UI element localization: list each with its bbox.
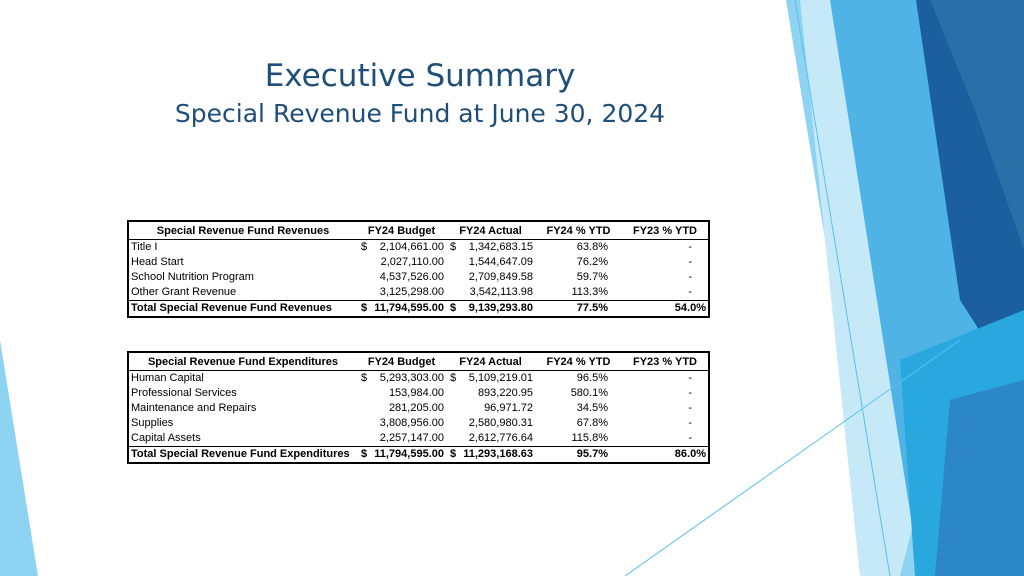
budget-value: 2,104,661.00 [379,241,444,253]
row-label: Total Special Revenue Fund Expenditures [128,447,357,464]
actual-value: 1,342,683.15 [468,241,533,253]
table-row [128,386,709,401]
total-row [128,301,709,318]
currency-symbol: $ [450,448,457,460]
budget-cell [357,255,446,270]
actual-cell [446,431,535,447]
actual-value: 2,709,849.58 [468,271,533,283]
budget-cell [357,386,446,401]
row-label: Total Special Revenue Fund Revenues [128,301,357,318]
actual-cell [446,240,535,256]
currency-symbol: $ [361,241,368,253]
table-row [128,240,709,256]
budget-value: 3,808,956.00 [379,417,444,429]
ytd-cell: 34.5% [576,402,608,414]
currency-symbol: $ [450,302,457,314]
budget-value: 153,984.00 [388,387,444,399]
currency-symbol: $ [361,448,368,460]
actual-value: 96,971.72 [484,402,533,414]
ytd-cell: 76.2% [576,256,608,268]
table-row [128,255,709,270]
actual-value: 2,580,980.31 [468,417,533,429]
actual-value: 11,293,168.63 [463,448,533,460]
ytd-cell: 580.1% [570,387,608,399]
actual-cell [446,255,535,270]
title-block [120,56,720,132]
prior-ytd-cell: 86.0% [622,447,709,464]
actual-value: 2,612,776.64 [468,432,533,444]
prior-ytd-cell: - [688,417,692,429]
prior-ytd-cell: - [688,256,692,268]
slide-subtitle: Special Revenue Fund at June 30, 2024 [174,99,666,128]
table-row [128,371,709,387]
actual-cell [446,416,535,431]
row-label: Maintenance and Repairs [131,402,257,414]
actual-cell [446,270,535,285]
table-header-row [128,221,709,240]
table-header-row [128,352,709,371]
table-row [128,431,709,447]
column-header: FY24 Actual [446,221,535,240]
budget-cell [357,371,446,387]
expenditures-table [127,351,710,464]
actual-value: 1,544,647.09 [468,256,533,268]
actual-value: 9,139,293.80 [468,302,533,314]
column-header: FY24 % YTD [535,352,622,371]
budget-value: 2,257,147.00 [379,432,444,444]
row-label: Head Start [131,256,184,268]
budget-cell [357,431,446,447]
left-accent-shard [0,340,38,576]
row-label: Other Grant Revenue [131,286,237,298]
ytd-cell: 63.8% [576,241,608,253]
ytd-cell: 67.8% [576,417,608,429]
actual-cell [446,386,535,401]
slide-title: Executive Summary [264,58,576,94]
budget-value: 5,293,303.00 [379,372,444,384]
column-header: FY24 % YTD [535,221,622,240]
budget-value: 11,794,595.00 [374,302,444,314]
ytd-cell: 115.8% [571,432,608,444]
column-header: FY24 Budget [357,352,446,371]
prior-ytd-cell: - [688,286,692,298]
budget-value: 2,027,110.00 [380,256,444,268]
actual-value: 5,109,219.01 [468,372,533,384]
prior-ytd-cell: - [688,432,692,444]
prior-ytd-cell: 54.0% [622,301,709,318]
row-label: Title I [131,241,158,253]
actual-cell [446,401,535,416]
budget-value: 4,537,526.00 [379,271,444,283]
budget-cell [357,416,446,431]
table-row [128,401,709,416]
prior-ytd-cell: - [688,241,692,253]
actual-cell [446,301,535,318]
column-header: FY23 % YTD [622,352,709,371]
ytd-cell: 95.7% [535,447,622,464]
column-header: FY24 Actual [446,352,535,371]
actual-cell [446,447,535,464]
row-label: Supplies [131,417,174,429]
actual-value: 893,220.95 [477,387,533,399]
actual-cell [446,371,535,387]
prior-ytd-cell: - [688,387,692,399]
ytd-cell: 96.5% [576,372,608,384]
table-row [128,285,709,301]
ytd-cell: 59.7% [576,271,608,283]
prior-ytd-cell: - [688,372,692,384]
budget-value: 3,125,298.00 [379,286,444,298]
column-header: FY23 % YTD [622,221,709,240]
column-header: FY24 Budget [357,221,446,240]
column-header: Special Revenue Fund Revenues [128,221,357,240]
prior-ytd-cell: - [688,402,692,414]
ytd-cell: 77.5% [535,301,622,318]
budget-cell [357,447,446,464]
budget-cell [357,270,446,285]
column-header: Special Revenue Fund Expenditures [128,352,357,371]
table-row [128,270,709,285]
actual-cell [446,285,535,301]
currency-symbol: $ [450,241,457,253]
row-label: Human Capital [131,372,204,384]
budget-value: 11,794,595.00 [374,448,444,460]
budget-cell [357,301,446,318]
currency-symbol: $ [450,372,457,384]
prior-ytd-cell: - [688,271,692,283]
budget-cell [357,240,446,256]
budget-value: 281,205.00 [388,402,444,414]
row-label: Capital Assets [131,432,201,444]
table-row [128,416,709,431]
row-label: School Nutrition Program [131,271,254,283]
budget-cell [357,401,446,416]
currency-symbol: $ [361,302,368,314]
row-label: Professional Services [131,387,237,399]
ytd-cell: 113.3% [571,286,608,298]
total-row [128,447,709,464]
budget-cell [357,285,446,301]
currency-symbol: $ [361,372,368,384]
revenues-table [127,220,710,318]
actual-value: 3,542,113.98 [469,286,533,298]
